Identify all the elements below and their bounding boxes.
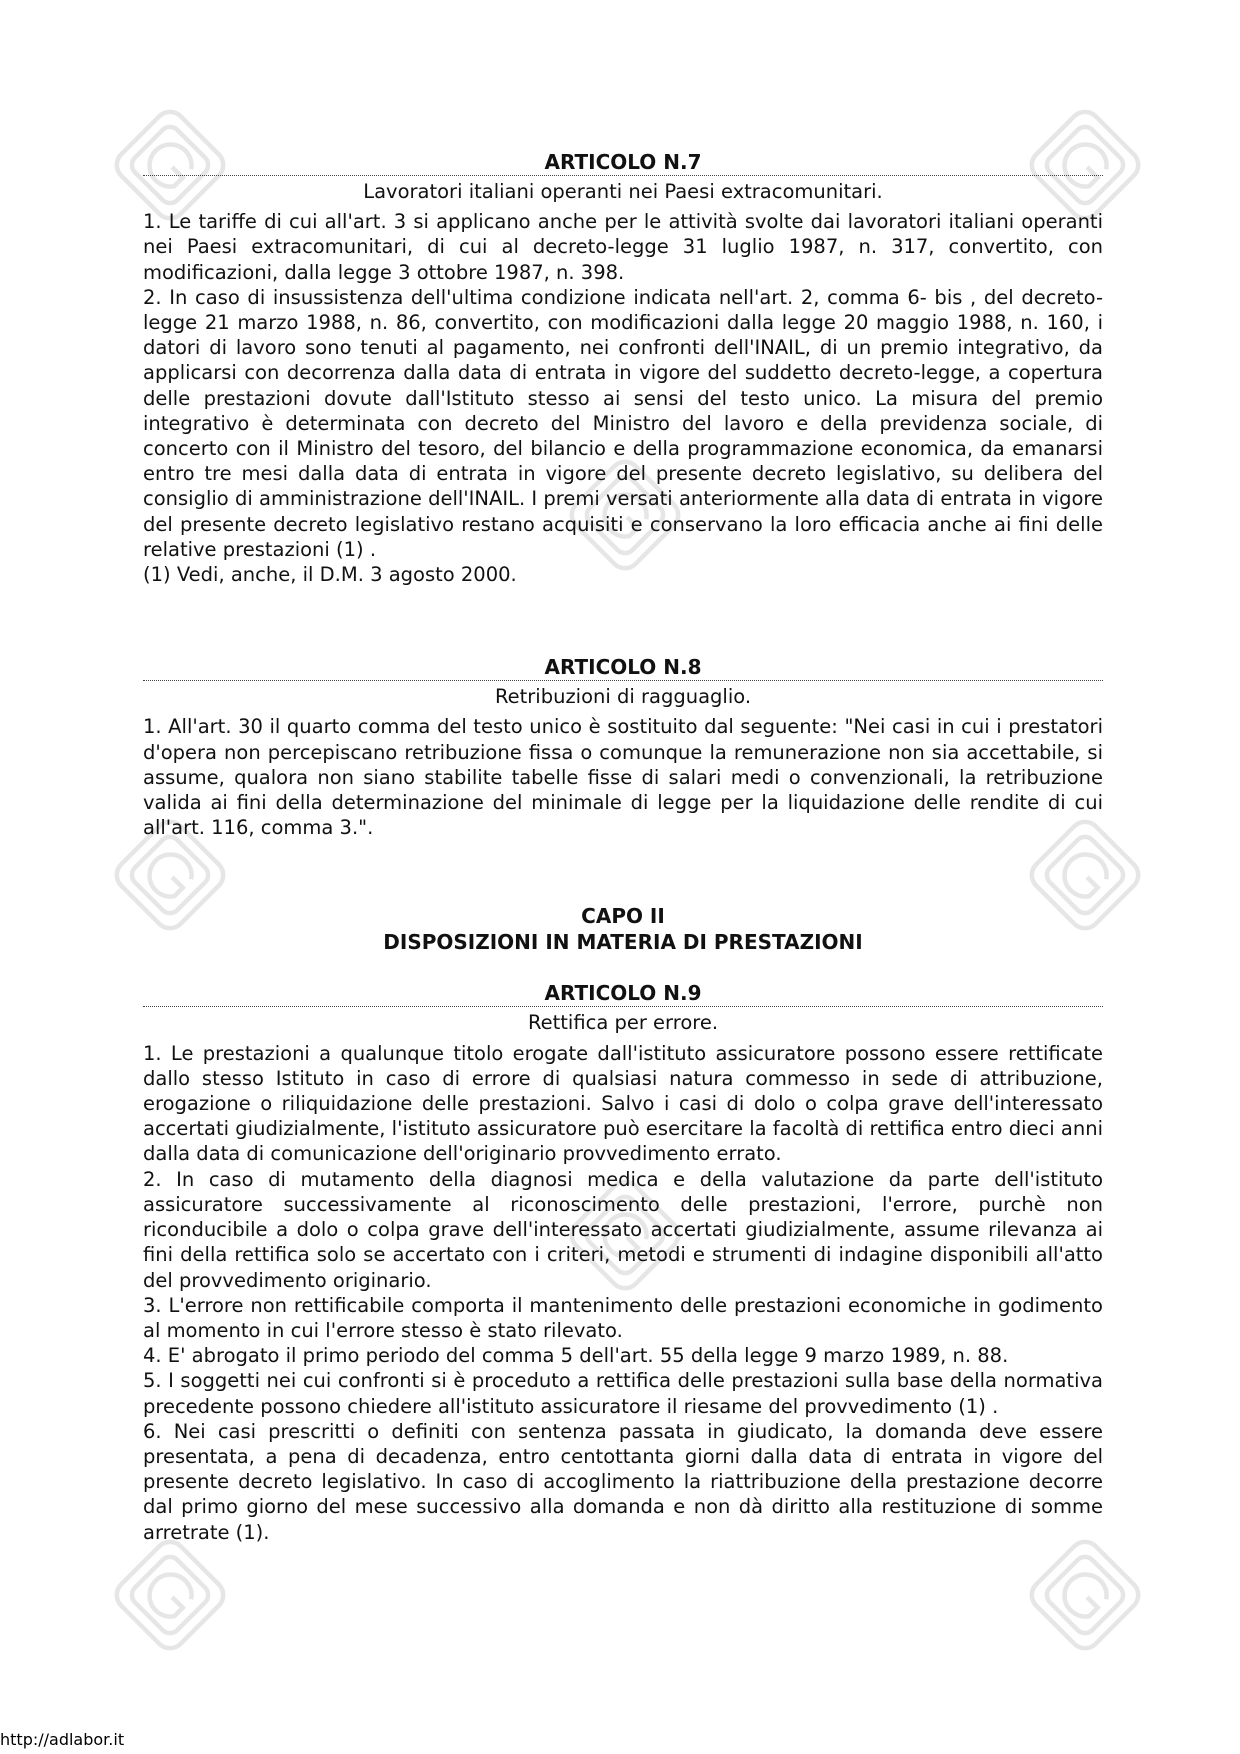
article-footnote: (1) Vedi, anche, il D.M. 3 agosto 2000. xyxy=(143,563,517,587)
article-7 xyxy=(143,150,1103,587)
article-divider xyxy=(143,175,1103,176)
article-paragraph: 4. E' abrogato il primo periodo del comma 5 dell'art. 55 della legge 9 marzo 1989, n. 88. xyxy=(143,1344,1009,1368)
article-divider xyxy=(143,680,1103,681)
capo-subtitle: DISPOSIZIONI IN MATERIA DI PRESTAZIONI xyxy=(383,930,863,955)
article-paragraph: 6. Nei casi prescritti o definiti con sentenza passata in giudicato, la domanda deve essere presentata, a pena di decadenza, entro centottanta giorni dalla data di entrata in vigore del presente decreto legislativo. In caso di accoglimento la riattribuzione della prestazione decorre dal primo giorno del mese successivo alla domanda e non dà diritto alla restituzione di somme arretrate (1). xyxy=(143,1419,1103,1544)
article-paragraph: 1. Le tariffe di cui all'art. 3 si applicano anche per le attività svolte dai lavoratori italiani operanti nei Paesi extracomunitari, di cui al decreto-legge 31 luglio 1987, n. 317, convertito, con modificazioni, dalla legge 3 ottobre 1987, n. 398. xyxy=(143,210,1103,284)
article-8 xyxy=(143,655,1103,840)
capo-heading xyxy=(143,903,1103,955)
article-paragraph: 5. I soggetti nei cui confronti si è proceduto a rettifica delle prestazioni sulla base della normativa precedente possono chiedere all'istituto assicuratore il riesame del provvedimento (1) . xyxy=(143,1369,1103,1418)
article-subtitle: Rettifica per errore. xyxy=(527,1011,719,1035)
article-title: ARTICOLO N.9 xyxy=(544,981,702,1006)
article-divider xyxy=(143,1006,1103,1007)
article-subtitle: Retribuzioni di ragguaglio. xyxy=(494,685,752,709)
capo-title: CAPO II xyxy=(581,904,665,929)
article-paragraph: 1. Le prestazioni a qualunque titolo erogate dall'istituto assicuratore possono essere rettificate dallo stesso Istituto in caso di errore di qualsiasi natura commesso in sede di attribuzione, erogazione o riliquidazione delle prestazioni. Salvo i casi di dolo o colpa grave dell'interessato accertati giudizialmente, l'istituto assicuratore può esercitare la facoltà di rettifica entro dieci anni dalla data di comunicazione dell'originario provvedimento errato. xyxy=(143,1041,1103,1166)
document-body xyxy=(143,150,1103,1545)
article-paragraph: 3. L'errore non rettificabile comporta il mantenimento delle prestazioni economiche in godimento al momento in cui l'errore stesso è stato rilevato. xyxy=(143,1293,1103,1342)
article-subtitle: Lavoratori italiani operanti nei Paesi extracomunitari. xyxy=(363,180,883,203)
article-9 xyxy=(143,981,1103,1544)
article-paragraph: 2. In caso di mutamento della diagnosi medica e della valutazione da parte dell'istituto assicuratore successivamente al riconoscimento delle prestazioni, l'errore, purchè non riconducibile a dolo o colpa grave dell'interessato accertati giudizialmente, assume rilevanza ai fini della rettifica solo se accertato con i criteri, metodi e strumenti di indagine disponibili all'atto del provvedimento originario. xyxy=(143,1167,1103,1292)
article-paragraph: 2. In caso di insussistenza dell'ultima condizione indicata nell'art. 2, comma 6- bis , del decreto-legge 21 marzo 1988, n. 86, convertito, con modificazioni dalla legge 20 maggio 1988, n. 160, i datori di lavoro sono tenuti al pagamento, nei confronti dell'INAIL, di un premio integrativo, da applicarsi con decorrenza dalla data di entrata in vigore del suddetto decreto-legge, a copertura delle prestazioni dovute dall'Istituto stesso ai sensi del testo unico. La misura del premio integrativo è determinata con decreto del Ministro del lavoro e della previdenza sociale, di concerto con il Ministro del tesoro, del bilancio e della programmazione economica, da emanarsi entro tre mesi dalla data di entrata in vigore del presente decreto legislativo, su delibera del consiglio di amministrazione dell'INAIL. I premi versati anteriormente alla data di entrata in vigore del presente decreto legislativo restano acquisiti e conservano la loro efficacia anche ai fini delle relative prestazioni (1) . xyxy=(143,285,1103,561)
article-paragraph: 1. All'art. 30 il quarto comma del testo unico è sostituito dal seguente: "Nei casi in cui i prestatori d'opera non percepiscano retribuzione fissa o comunque la remunerazione non sia accettabile, si assume, qualora non siano stabilite tabelle fisse di salari medi o convenzionali, la retribuzione valida ai fini della determinazione del minimale di legge per la liquidazione delle rendite di cui all'art. 116, comma 3.". xyxy=(143,715,1103,840)
article-title: ARTICOLO N.7 xyxy=(544,150,702,174)
footer-url: http://adlabor.it xyxy=(0,1730,125,1749)
article-title: ARTICOLO N.8 xyxy=(544,655,702,680)
